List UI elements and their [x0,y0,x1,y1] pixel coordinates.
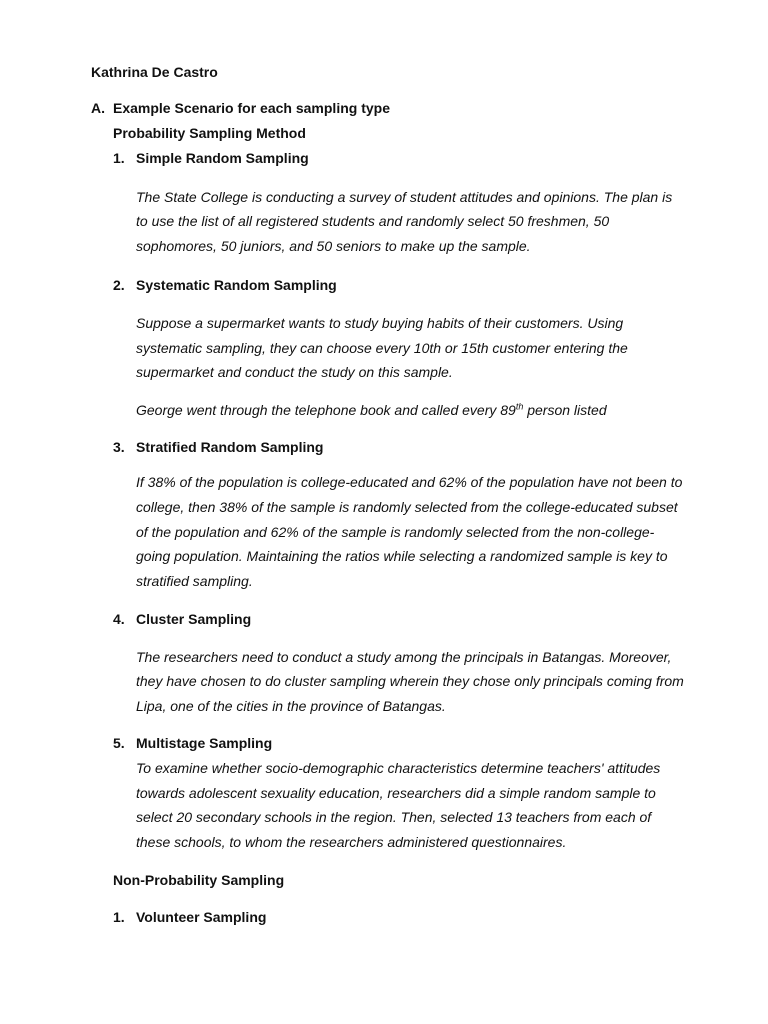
paragraph-line: college, then 38% of the sample is randomly selected from the college-educated subset [136,499,678,515]
item-heading-simple-random: Simple Random Sampling [136,150,309,166]
paragraph-line: The State College is conducting a survey of student attitudes and opinions. The plan is [136,189,673,205]
item-number: 4. [113,611,125,627]
extra-text-post: person listed [523,402,607,418]
paragraph-line: stratified sampling. [136,573,253,589]
item-number: 1. [113,909,125,925]
item-heading-multistage: Multistage Sampling [136,735,273,751]
paragraph-line: towards adolescent sexuality education, researchers did a simple random sample to [136,785,656,801]
item-number: 5. [113,735,125,751]
paragraph-line: To examine whether socio-demographic characteristics determine teachers' attitudes [136,760,661,776]
item-number: 2. [113,277,125,293]
paragraph-line: going population. Maintaining the ratios while selecting a randomized sample is key to [136,548,668,564]
paragraph-line: to use the list of all registered students and randomly select 50 freshmen, 50 [136,213,610,229]
section-a-title: Example Scenario for each sampling type [113,100,390,116]
item-number: 3. [113,439,125,455]
item-heading-cluster: Cluster Sampling [136,611,252,627]
paragraph-line: these schools, to whom the researchers administered questionnaires. [136,834,567,850]
author-name: Kathrina De Castro [91,64,218,80]
paragraph-line: If 38% of the population is college-educated and 62% of the population have not been to [136,474,683,490]
item-number: 1. [113,150,125,166]
paragraph-line: Suppose a supermarket wants to study buying habits of their customers. Using [136,315,624,331]
paragraph-line: sophomores, 50 juniors, and 50 seniors to make up the sample. [136,238,531,254]
paragraph-line: Lipa, one of the cities in the province of Batangas. [136,698,446,714]
extra-text-pre: George went through the telephone book and called every 89 [136,402,516,418]
superscript-suffix: th [515,401,524,412]
paragraph-line-extra [136,402,607,418]
paragraph-line: systematic sampling, they can choose every 10th or 15th customer entering the [136,340,628,356]
paragraph-line: of the population and 62% of the sample is randomly selected from the non-college- [136,524,655,540]
item-heading-stratified-random: Stratified Random Sampling [136,439,324,455]
paragraph-line: The researchers need to conduct a study among the principals in Batangas. Moreover, [136,649,672,665]
paragraph-line: they have chosen to do cluster sampling wherein they chose only principals coming from [136,673,684,689]
item-heading-volunteer: Volunteer Sampling [136,909,267,925]
paragraph-line: supermarket and conduct the study on this sample. [136,364,453,380]
paragraph-line: select 20 secondary schools in the region. Then, selected 13 teachers from each of [136,809,652,825]
non-probability-title: Non-Probability Sampling [113,872,285,888]
section-a-marker: A. [91,100,105,116]
item-heading-systematic-random: Systematic Random Sampling [136,277,337,293]
section-a-subtitle: Probability Sampling Method [113,125,306,141]
